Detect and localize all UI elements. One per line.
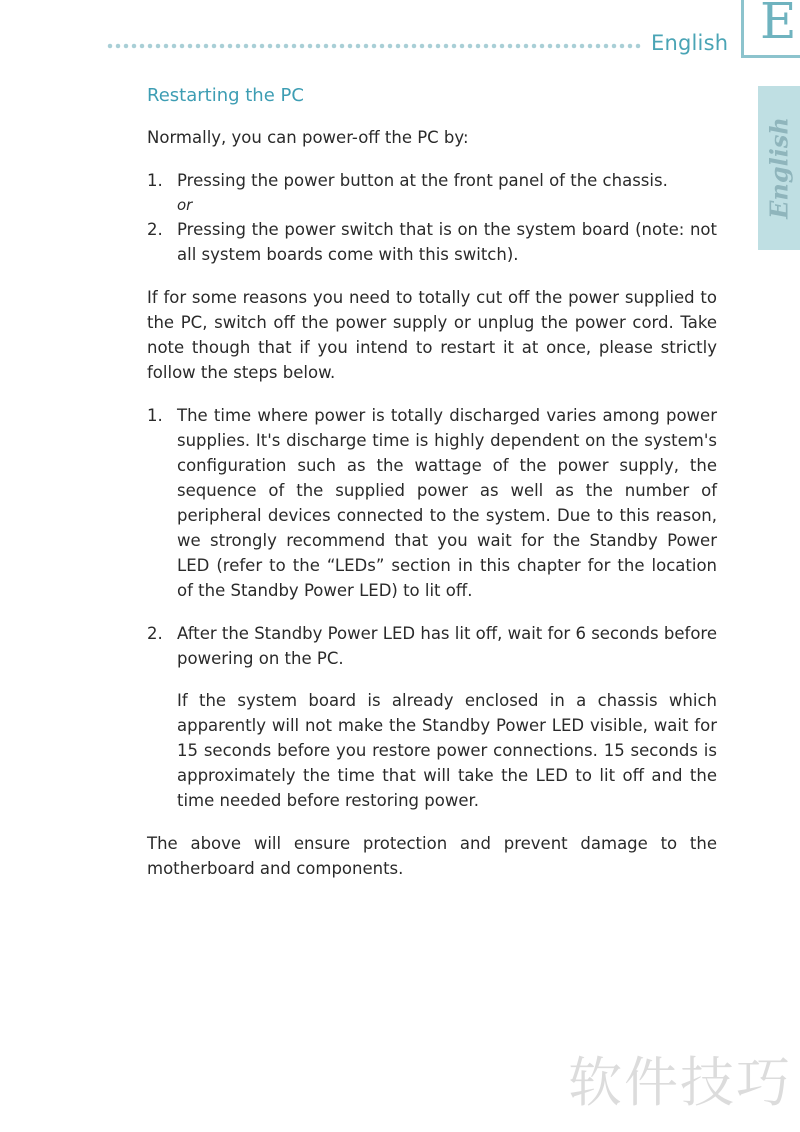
cut-power-paragraph: If for some reasons you need to totally cut off the power supplied to the PC, switch off the power supply or unplug the power cord. Take note though that if you intend to restart it at once, please strictly follow the steps below.: [147, 288, 717, 382]
step-note-paragraph: If the system board is already enclosed in a chassis which apparently will not make the Standby Power LED visible, wait for 15 seconds before you restore power connections. 15 seconds is approximately the time that will take the LED to lit off and the time needed before restoring power.: [177, 691, 717, 810]
list-item-text: The time where power is totally discharged varies among power supplies. It's discharge time is highly dependent on the system's configuration such as the wattage of the power supply, the sequence of the supplied power as well as the number of peripheral devices connected to the system. Due to this reason, we strongly recommend that you wait for the Standby Power LED (refer to the “LEDs” section in this chapter for the location of the Standby Power LED) to lit off.: [177, 406, 717, 600]
watermark-text: 软件技巧: [568, 1051, 792, 1114]
list-item-text: After the Standby Power LED has lit off, wait for 6 seconds before powering on the PC.: [177, 624, 717, 668]
page-content: [147, 82, 717, 881]
side-language-tab-label: English: [764, 117, 794, 219]
list-item-number: 2.: [147, 220, 163, 239]
list-item-text: Pressing the power switch that is on the system board (note: not all system boards come with this switch).: [177, 220, 717, 264]
closing-paragraph: The above will ensure protection and prevent damage to the motherboard and components.: [147, 834, 717, 878]
list-item: [147, 168, 717, 217]
list-item-number: 2.: [147, 624, 163, 643]
poweroff-steps-list: [147, 168, 717, 267]
restart-steps-list: [147, 403, 717, 671]
header-dotted-rule: [106, 42, 642, 50]
list-item: [147, 403, 717, 603]
list-item-or: or: [177, 196, 193, 214]
list-item-text: Pressing the power button at the front panel of the chassis.: [177, 171, 668, 190]
chapter-tab-letter: E: [760, 0, 797, 50]
list-item: [147, 217, 717, 267]
section-heading: Restarting the PC: [147, 85, 304, 106]
list-item-number: 1.: [147, 406, 163, 425]
list-item-number: 1.: [147, 171, 163, 190]
intro-paragraph: Normally, you can power-off the PC by:: [147, 128, 469, 147]
list-item: [147, 621, 717, 671]
header-language-label: English: [651, 31, 729, 55]
